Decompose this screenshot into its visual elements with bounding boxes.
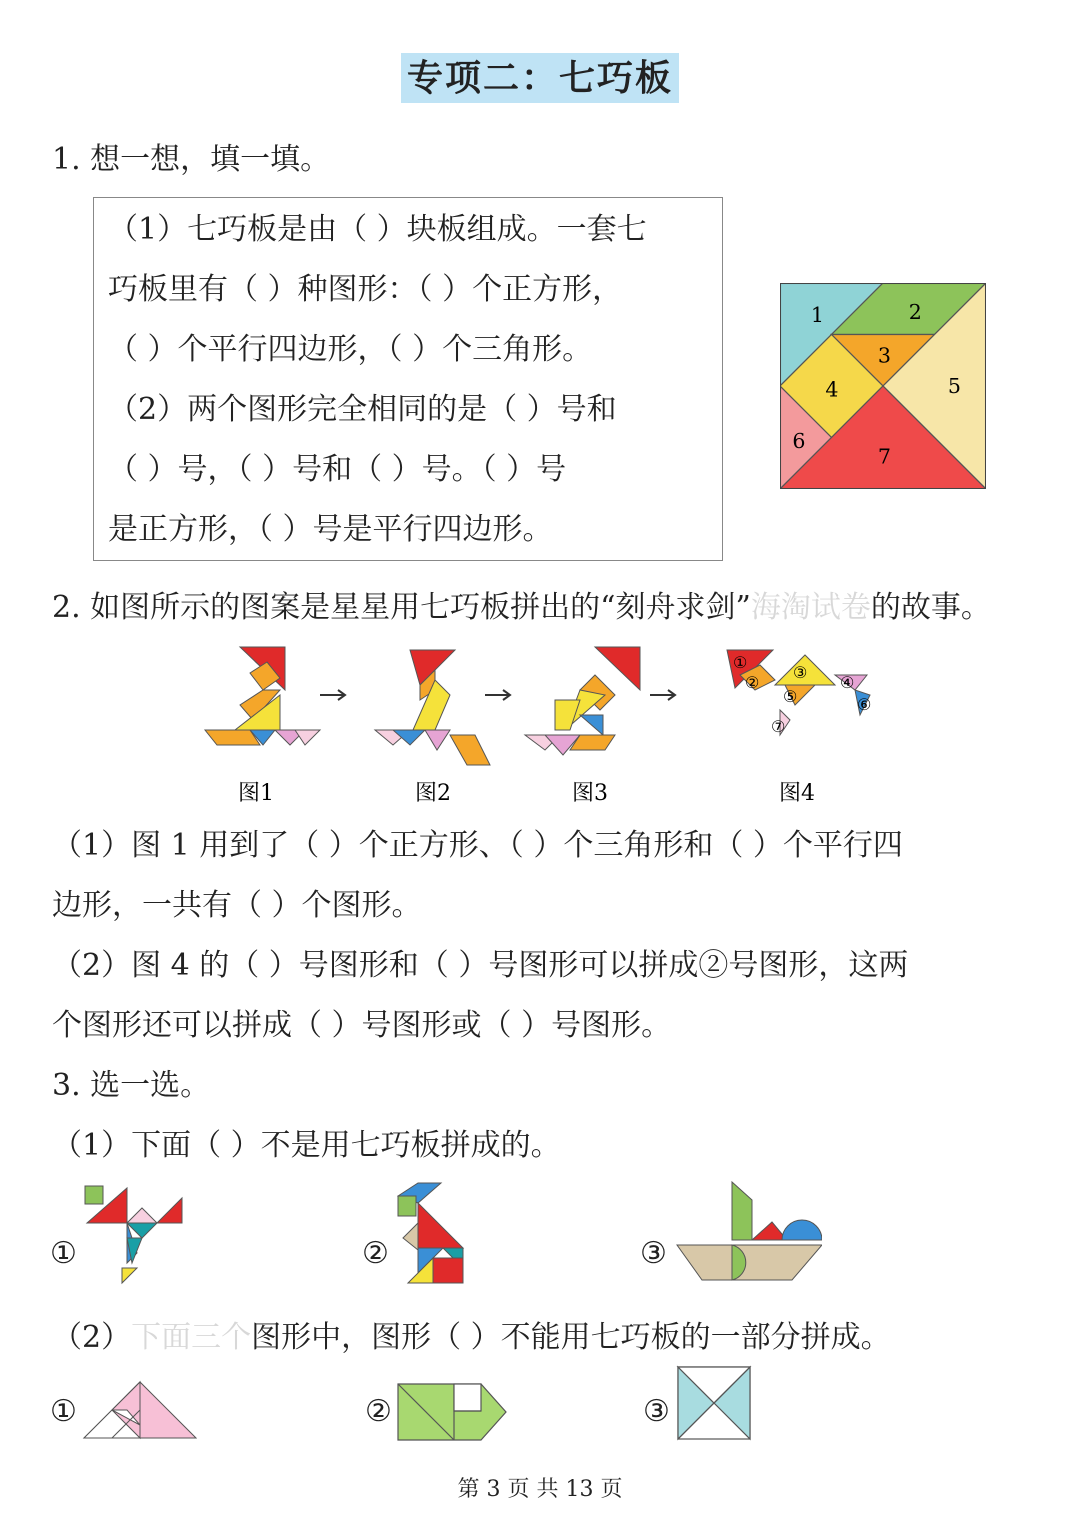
q1-line-3: （ ）个平行四边形，（ ）个三角形。 xyxy=(108,332,593,367)
fig4-label-2: ② xyxy=(745,673,760,692)
q3-sub2-watermarked-text: 下面三个 xyxy=(131,1320,252,1355)
q1-line-1: （1）七巧板是由（ ）块板组成。一套七 xyxy=(108,212,647,247)
q3-1-option-1-figure xyxy=(82,1183,187,1288)
q2-heading-main: 2. 如图所示的图案是星星用七巧板拼出的“刻舟求剑” xyxy=(52,590,751,625)
q1-line-2: 巧板里有（ ）种图形：（ ）个正方形， xyxy=(108,272,623,307)
q2-line-3: （2）图 4 的（ ）号图形和（ ）号图形可以拼成②号图形，这两 xyxy=(52,948,909,983)
figure-2 xyxy=(375,650,490,765)
q3-sub2-rest: 图形中，图形（ ）不能用七巧板的一部分拼成。 xyxy=(251,1320,891,1355)
tangram-label-6: 6 xyxy=(792,428,806,453)
q3-1-option-3-label: ③ xyxy=(640,1236,667,1271)
q2-heading xyxy=(52,588,991,628)
q1-question-box xyxy=(93,197,723,561)
figure-1 xyxy=(205,647,320,745)
q1-line-5: （ ）号，（ ）号和（ ）号。（ ）号 xyxy=(108,452,567,487)
caption-figure-2: 图2 xyxy=(415,781,451,806)
q3-1-option-1-label: ① xyxy=(50,1236,77,1271)
q1-heading: 1. 想一想，填一填。 xyxy=(52,142,331,177)
watermark-text: 海淘试卷 xyxy=(750,590,871,625)
tangram-label-2: 2 xyxy=(908,300,922,325)
fig4-label-5: ⑤ xyxy=(783,687,798,706)
q3-2-option-1-figure xyxy=(82,1380,197,1442)
fig4-label-1: ① xyxy=(733,653,748,672)
title-text: 专项二：七巧板 xyxy=(401,53,679,103)
q3-1-option-2-label: ② xyxy=(362,1236,389,1271)
q3-2-option-2-label: ② xyxy=(365,1394,392,1429)
q3-2-option-1-label: ① xyxy=(50,1394,77,1429)
q2-line-1: （1）图 1 用到了（ ）个正方形、（ ）个三角形和（ ）个平行四 xyxy=(52,828,903,863)
caption-figure-4: 图4 xyxy=(779,781,815,806)
q3-heading: 3. 选一选。 xyxy=(52,1068,211,1103)
q3-2-option-2-figure xyxy=(396,1382,508,1444)
q2-line-2: 边形，一共有（ ）个图形。 xyxy=(52,888,422,923)
q3-1-option-3-figure xyxy=(672,1180,822,1285)
q3-sub2 xyxy=(52,1318,891,1358)
tangram-label-1: 1 xyxy=(810,303,824,328)
q3-sub2-prefix: （2） xyxy=(52,1320,132,1355)
tangram-label-7: 7 xyxy=(877,444,891,469)
q3-2-option-3-figure xyxy=(676,1365,752,1441)
q1-line-6: 是正方形，（ ）号是平行四边形。 xyxy=(108,512,553,547)
fig4-label-4: ④ xyxy=(840,673,855,692)
page-title xyxy=(0,50,1080,101)
tangram-label-4: 4 xyxy=(825,377,839,402)
caption-figure-3: 图3 xyxy=(572,781,608,806)
tangram-label-3: 3 xyxy=(877,343,891,368)
q2-line-4: 个图形还可以拼成（ ）号图形或（ ）号图形。 xyxy=(52,1008,672,1043)
q3-2-option-3-label: ③ xyxy=(643,1394,670,1429)
page-footer: 第 3 页 共 13 页 xyxy=(457,1477,623,1502)
fig4-label-6: ⑥ xyxy=(857,695,872,714)
q1-line-4: （2）两个图形完全相同的是（ ）号和 xyxy=(108,392,617,427)
q2-figures xyxy=(195,640,895,815)
fig4-label-7: ⑦ xyxy=(771,717,786,736)
caption-figure-1: 图1 xyxy=(238,781,274,806)
q3-sub1: （1）下面（ ）不是用七巧板拼成的。 xyxy=(52,1128,561,1163)
q2-heading-tail: 的故事。 xyxy=(870,590,991,625)
tangram-square xyxy=(780,283,986,489)
figure-3 xyxy=(525,647,640,755)
tangram-label-5: 5 xyxy=(947,374,961,399)
fig4-label-3: ③ xyxy=(793,663,808,682)
q3-1-option-2-figure xyxy=(393,1178,468,1288)
